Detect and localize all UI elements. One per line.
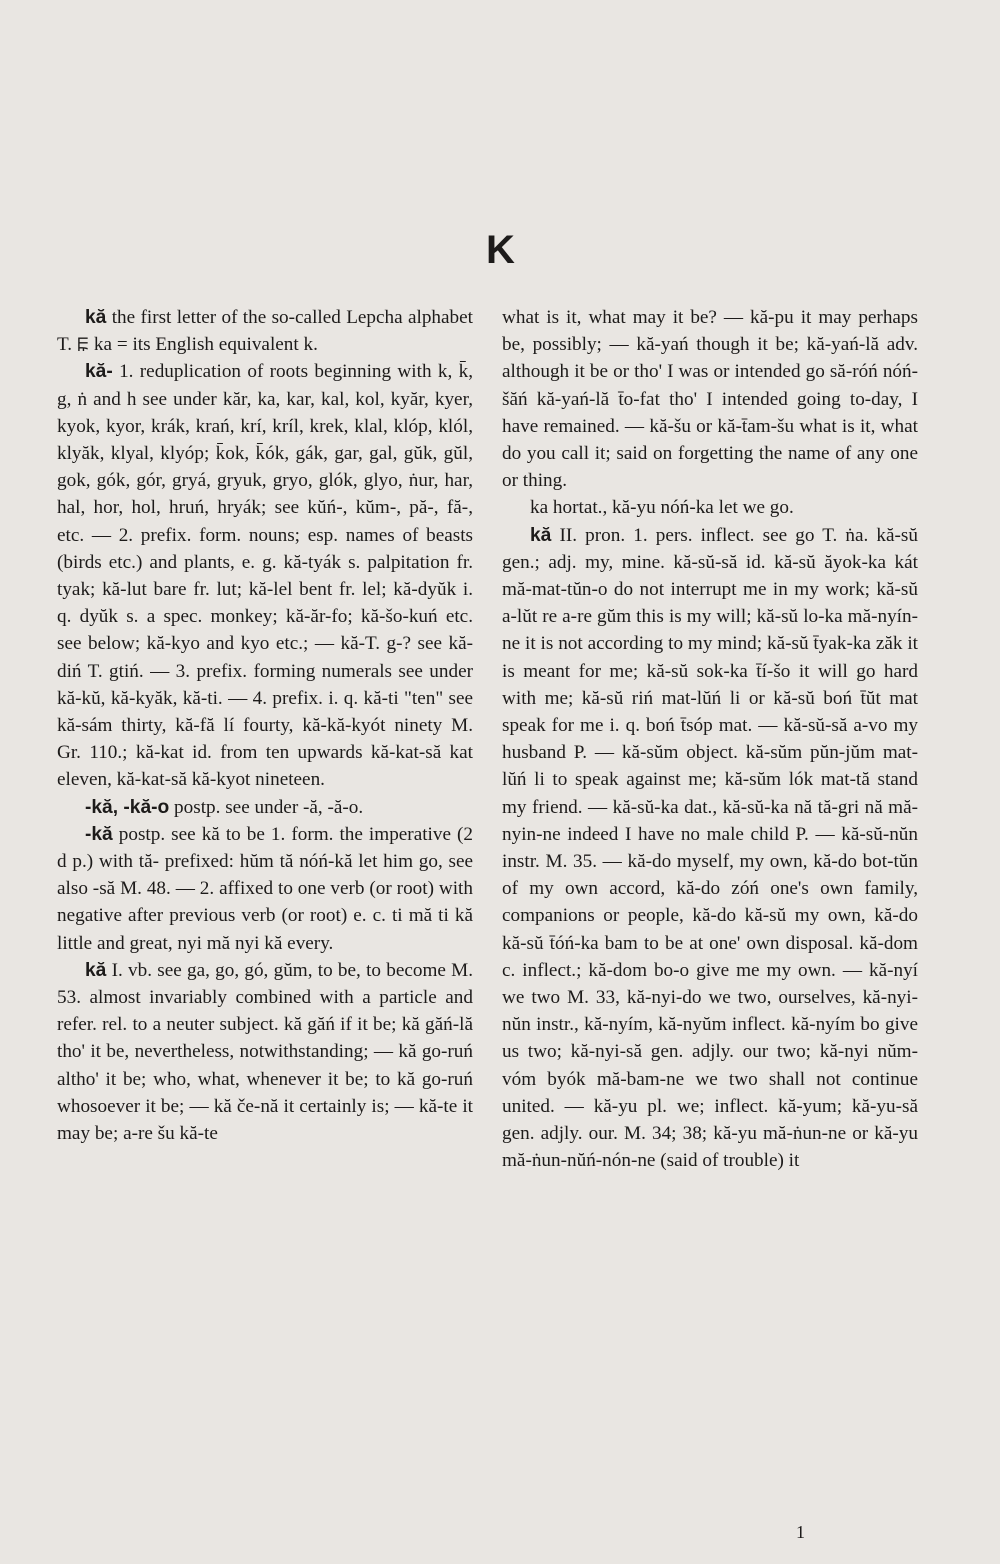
entry-text: 1. reduplication of roots beginning with k, k̄, g, ṅ and h see under kăr, ka, kar, kal, kol, kyăr, kyer, kyok, kyor, krák, krań, krí, kríl, krek, klal, klóp, klól, klyăk, klyal, klyóp; k̄ok, k̄ók, gák, gar, gal, gŭk, gŭl, gok, gók, gór, gryá, gryuk, gryo, glók, glyo, ṅur, har, hal, hor, hol, hruń, hryák; see kŭń-, kŭm-, pă-, fă-, etc. — 2. prefix. form. nouns; esp. names of beasts (birds etc.) and plants, e. g. kă-tyák s. palpitation fr. tyak; kă-lut bare fr. lut; kă-lel bent fr. lel; kă-dyŭk i. q. dyŭk s. a spec. monkey; kă-ăr-fo; kă-šo-kuń etc. see below; kă-kyo and kyo etc.; — kă-T. g-? see kă-diń T. gtiń. — 3. prefix. forming numerals see under kă-kŭ, kă-kyăk, kă-ti. — 4. prefix. i. q. kă-ti "ten" see kă-sám thirty, kă-fă lí fourty, kă-kă-kyót ninety M. Gr. 110.; kă-kat id. from ten upwards kă-kat-să kat eleven, kă-kat-să kă-kyot nineteen.	[57, 361, 473, 791]
entry-text: I. vb. see ga, go, gó, gŭm, to be, to become M. 53. almost invariably combined with a particle and refer. rel. to a neuter subject. kă găń if it be; kă găń-lă tho' it be, nevertheless, notwithstanding; — kă go-ruń altho' it be; who, what, whenever it be; to kă go-ruń whosoever it be; — kă če-nă it certainly is; — kă-te it may be; a-re šu kă-te	[57, 959, 473, 1145]
entry-text: the first letter of the so-called Lepcha alphabet T. ꡀ ka = its English equivalent k.	[57, 307, 473, 356]
section-letter-heading: K	[486, 228, 514, 272]
entry	[57, 821, 473, 957]
headword: kă	[530, 524, 552, 546]
entry	[57, 957, 473, 1147]
entry-text: II. pron. 1. pers. inflect. see go T. ṅa. kă-sŭ gen.; adj. my, mine. kă-sŭ-să id. kă-sŭ ăyok-ka kát mă-mat-tŭn-o do not interrupt me in my work; kă-sŭ a-lŭt re a-re gŭm this is my will; kă-sŭ lo-ka mă-nyín-ne it is not according to my mind; kă-sŭ t̄yak-ka zăk it is meant for me; kă-sŭ sok-ka t̄í-šo it will go hard with me; kă-sŭ riń mat-lŭń li or kă-sŭ boń t̄ŭt mat speak for me i. q. boń t̄sóp mat. — kă-sŭ-să a-vo my husband P. — kă-sŭm object. kă-sŭm pŭn-jŭm mat-lŭń li to speak against me; kă-sŭm lók mat-tă stand my friend. — kă-sŭ-ka dat., kă-sŭ-ka nă tă-gri nă mă-nyin-ne indeed I have no male child P. — kă-sŭ-nŭn instr. M. 35. — kă-do myself, my own, kă-do bot-tŭn of my own accord, kă-do zóń one's own family, companions or people, kă-do kă-sŭ my own, kă-do kă-sŭ t̄óń-ka bam to be at one' own disposal. kă-dom c. inflect.; kă-dom bo-o give me my own. — kă-nyí we two M. 33, kă-nyi-do we two, ourselves, kă-nyi-nŭn instr., kă-nyím, kă-nyŭm inflect. kă-nyím bo give us two; kă-nyi-să gen. adjly. our two; kă-nyi nŭm-vóm byók mă-bam-ne we two shall not continue united. — kă-yu pl. we; inflect. kă-yum; kă-yu-să gen. adjly. our. M. 34; 38; kă-yu mă-ṅun-ne or kă-yu mă-ṅun-nŭń-nón-ne (said of trouble) it	[502, 524, 918, 1172]
page-number: 1	[796, 1522, 805, 1542]
entry-text: what is it, what may it be? — kă-pu it may perhaps be, possibly; — kă-yań though it be; kă-yań-lă adv. although it be or tho' I was or intended go să-róń nóń-šăń kă-yań-lă t̄o-fat tho' I intended going to-day, I have remained. — kă-šu or kă-t̄am-šu what is it, what do you call it; said on forgetting the name of any one or thing.	[502, 307, 918, 492]
entry-continuation	[502, 304, 918, 494]
left-column	[57, 304, 473, 1147]
entry-text: ka hortat., kă-yu nóń-ka let we go.	[530, 497, 794, 519]
entry	[502, 522, 918, 1175]
entry	[57, 794, 473, 821]
headword: kă	[85, 959, 107, 981]
entry-text: postp. see kă to be 1. form. the imperative (2 d p.) with tă- prefixed: hŭm tă nóń-kă let him go, see also -să M. 48. — 2. affixed to one verb (or root) with negative after previous verb (or root) e. c. ti mă ti kă little and great, nyi mă nyi kă every.	[57, 823, 473, 954]
headword: -kă	[85, 823, 113, 845]
entry	[57, 304, 473, 358]
entry	[502, 494, 918, 521]
entry	[57, 358, 473, 793]
headword: kă	[85, 307, 107, 328]
headword: -kă, -kă-o	[85, 796, 170, 818]
headword: kă-	[85, 361, 113, 383]
right-column	[502, 304, 918, 1175]
entry-text: postp. see under -ă, -ă-o.	[169, 796, 364, 818]
